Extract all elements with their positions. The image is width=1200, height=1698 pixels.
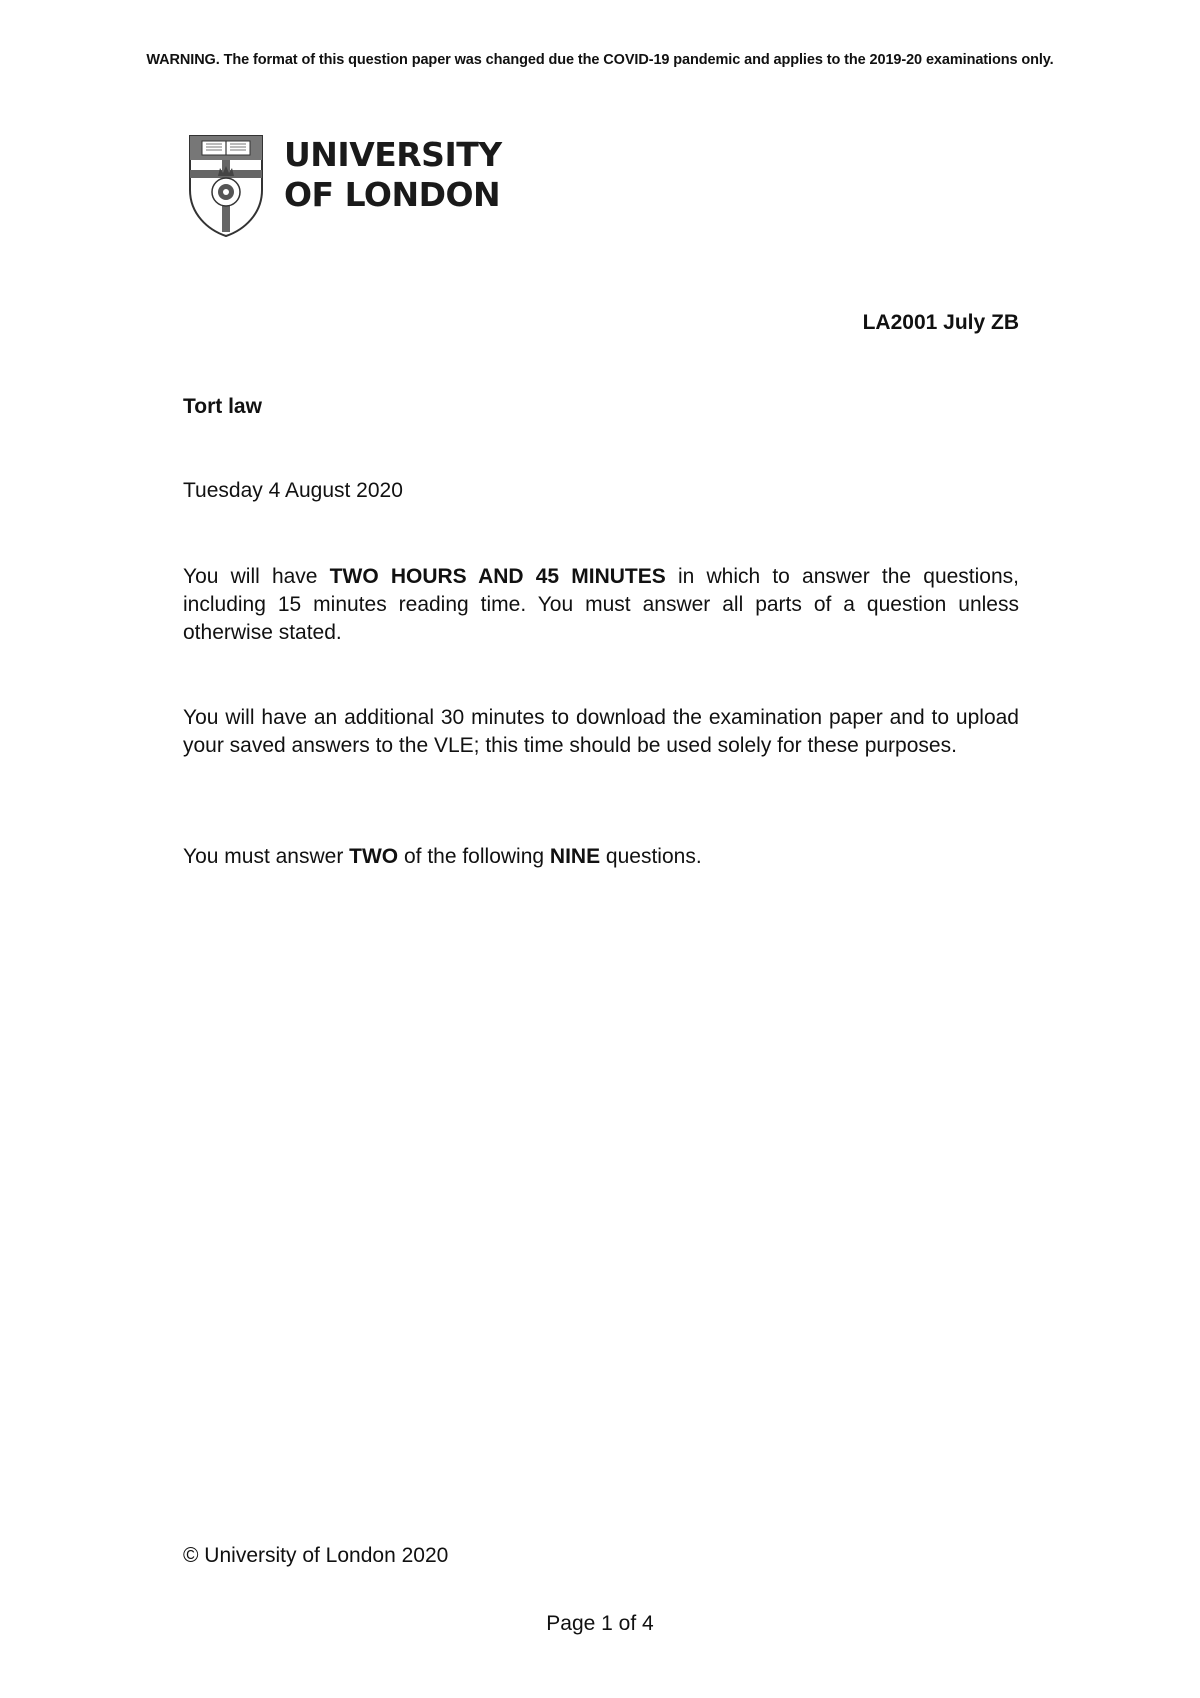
logo-line-2: OF LONDON <box>284 175 501 214</box>
instruction-answer-c: of the following <box>398 845 550 868</box>
logo-line-1: UNIVERSITY <box>284 135 502 174</box>
university-name <box>284 135 502 215</box>
instruction-duration-pre: You will have <box>183 565 330 588</box>
instruction-answer-b2: NINE <box>549 845 601 868</box>
exam-date: Tuesday 4 August 2020 <box>183 479 403 502</box>
instruction-answer-count <box>183 843 1019 871</box>
instruction-duration <box>183 563 1019 647</box>
instruction-duration-post: in which to answer the questions, including 15 minutes reading time. You must answer all parts of a question unless otherwise stated. <box>183 565 1020 644</box>
exam-subject: Tort law <box>183 395 262 418</box>
instruction-answer-b1: TWO <box>349 845 399 868</box>
instruction-duration-bold: TWO HOURS AND 45 MINUTES <box>329 565 666 588</box>
instruction-answer-d: questions. <box>600 845 702 868</box>
university-logo <box>188 134 502 238</box>
instruction-answer-a: You must answer <box>183 845 350 868</box>
page-number: Page 1 of 4 <box>546 1612 654 1635</box>
instruction-upload: You will have an additional 30 minutes to download the examination paper and to upload your saved answers to the VLE; this time should be used solely for these purposes. <box>183 706 1019 757</box>
covid-warning: WARNING. The format of this question paper was changed due the COVID-19 pandemic and applies to the 2019-20 examinations only. <box>146 52 1054 68</box>
university-crest-icon <box>188 134 264 238</box>
copyright: © University of London 2020 <box>183 1544 449 1567</box>
exam-code: LA2001 July ZB <box>862 311 1019 334</box>
